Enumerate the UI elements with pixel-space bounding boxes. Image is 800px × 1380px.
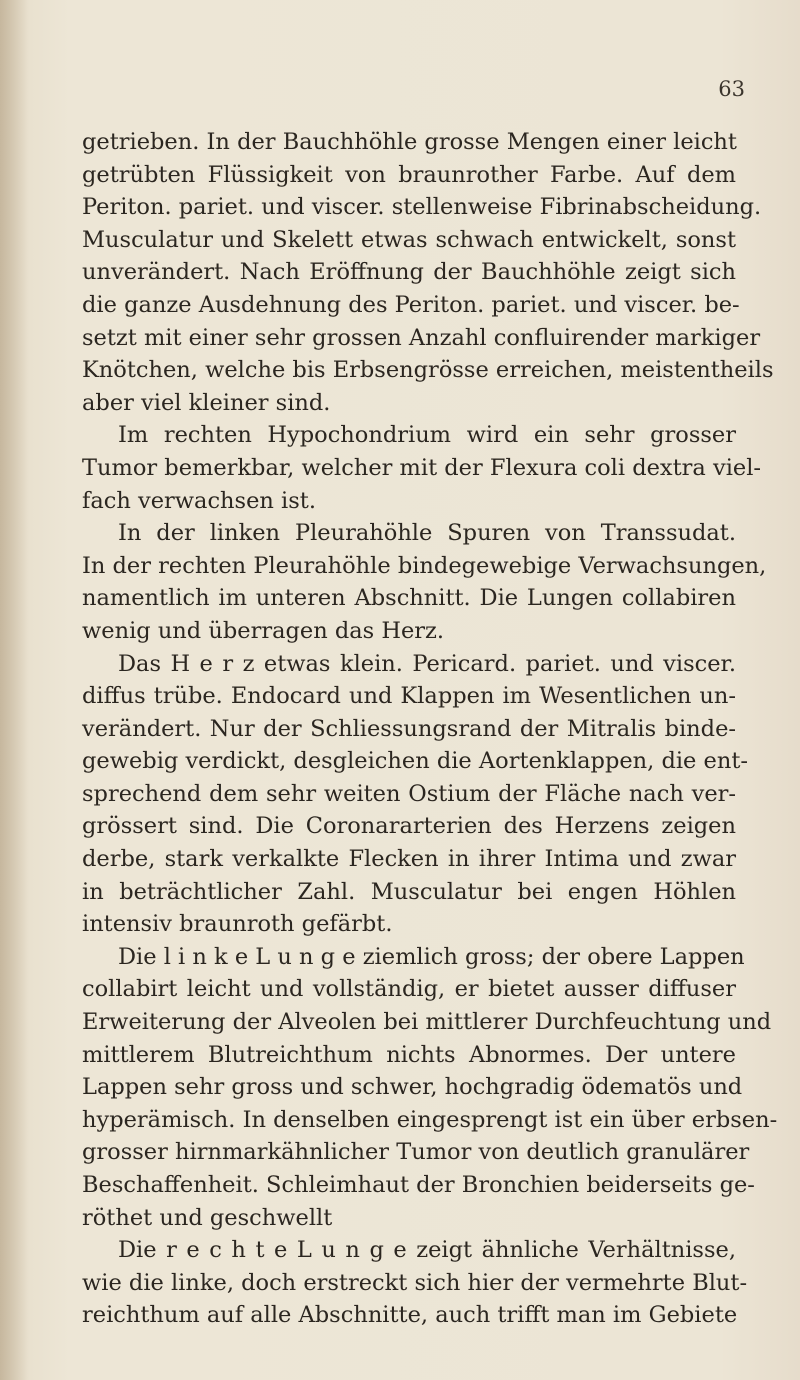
text-line: Musculatur und Skelett etwas schwach entwickelt, sonst — [82, 226, 736, 253]
text-line: wie die linke, doch erstreckt sich hier der vermehrte Blut- — [82, 1269, 748, 1296]
text-line: Lappen sehr gross und schwer, hochgradig ödematös und — [82, 1074, 743, 1101]
text-line: die ganze Ausdehnung des Periton. pariet. und viscer. be- — [82, 291, 740, 318]
text-line: in beträchtlicher Zahl. Musculatur bei engen Höhlen — [82, 878, 736, 905]
text-line: verändert. Nur der Schliessungsrand der Mitralis binde- — [82, 715, 736, 742]
text-line: fach verwachsen ist. — [82, 487, 316, 514]
text-line: grosser hirnmarkähnlicher Tumor von deutlich granulärer — [82, 1139, 750, 1166]
body-text — [82, 126, 778, 1332]
page-edge-shadow — [0, 0, 28, 1380]
text-line: mittlerem Blutreichthum nichts Abnormes. Der untere — [82, 1041, 736, 1068]
text-line: In der linken Pleurahöhle Spuren von Transsudat. — [118, 520, 736, 547]
text-line: getrübten Flüssigkeit von braunrother Farbe. Auf dem — [82, 161, 736, 188]
text-line: wenig und überragen das Herz. — [82, 617, 445, 644]
text-line: diffus trübe. Endocard und Klappen im Wesentlichen un- — [82, 683, 736, 710]
text-line: Die r e c h t e L u n g e zeigt ähnliche Verhältnisse, — [118, 1237, 736, 1264]
text-line: Tumor bemerkbar, welcher mit der Flexura coli dextra viel- — [82, 454, 761, 481]
text-line: grössert sind. Die Coronararterien des Herzens zeigen — [82, 813, 736, 840]
text-line: reichthum auf alle Abschnitte, auch trifft man im Gebiete — [82, 1302, 738, 1329]
text-line: derbe, stark verkalkte Flecken in ihrer Intima und zwar — [82, 846, 736, 873]
text-line: Beschaffenheit. Schleimhaut der Bronchien beiderseits ge- — [82, 1172, 755, 1198]
text-line: Periton. pariet. und viscer. stellenweise Fibrinabscheidung. — [82, 194, 762, 221]
text-line: Knötchen, welche bis Erbsengrösse erreichen, meistentheils — [82, 357, 774, 384]
text-line: Erweiterung der Alveolen bei mittlerer Durchfeuchtung und — [82, 1009, 772, 1036]
text-line: hyperämisch. In denselben eingesprengt ist ein über erbsen- — [82, 1106, 778, 1133]
text-line: unverändert. Nach Eröffnung der Bauchhöhle zeigt sich — [82, 259, 736, 286]
text-line: collabirt leicht und vollständig, er bietet ausser diffuser — [82, 976, 736, 1003]
text-line: Das H e r z etwas klein. Pericard. pariet. und viscer. — [118, 650, 736, 677]
text-line: aber viel kleiner sind. — [82, 389, 331, 416]
text-line: namentlich im unteren Abschnitt. Die Lungen collabiren — [82, 585, 736, 612]
text-line: setzt mit einer sehr grossen Anzahl confluirender markiger — [82, 324, 761, 351]
text-line: röthet und geschwellt — [82, 1204, 333, 1231]
text-line: Im rechten Hypochondrium wird ein sehr grosser — [118, 422, 736, 449]
text-line: intensiv braunroth gefärbt. — [82, 911, 393, 938]
text-line: sprechend dem sehr weiten Ostium der Fläche nach ver- — [82, 780, 736, 807]
text-line: gewebig verdickt, desgleichen die Aortenklappen, die ent- — [82, 748, 748, 775]
text-line: getrieben. In der Bauchhöhle grosse Mengen einer leicht — [82, 129, 737, 155]
page-number: 63 — [718, 77, 745, 101]
text-line: In der rechten Pleurahöhle bindegewebige Verwachsungen, — [82, 552, 767, 579]
text-line: Die l i n k e L u n g e ziemlich gross; der obere Lappen — [118, 943, 745, 970]
